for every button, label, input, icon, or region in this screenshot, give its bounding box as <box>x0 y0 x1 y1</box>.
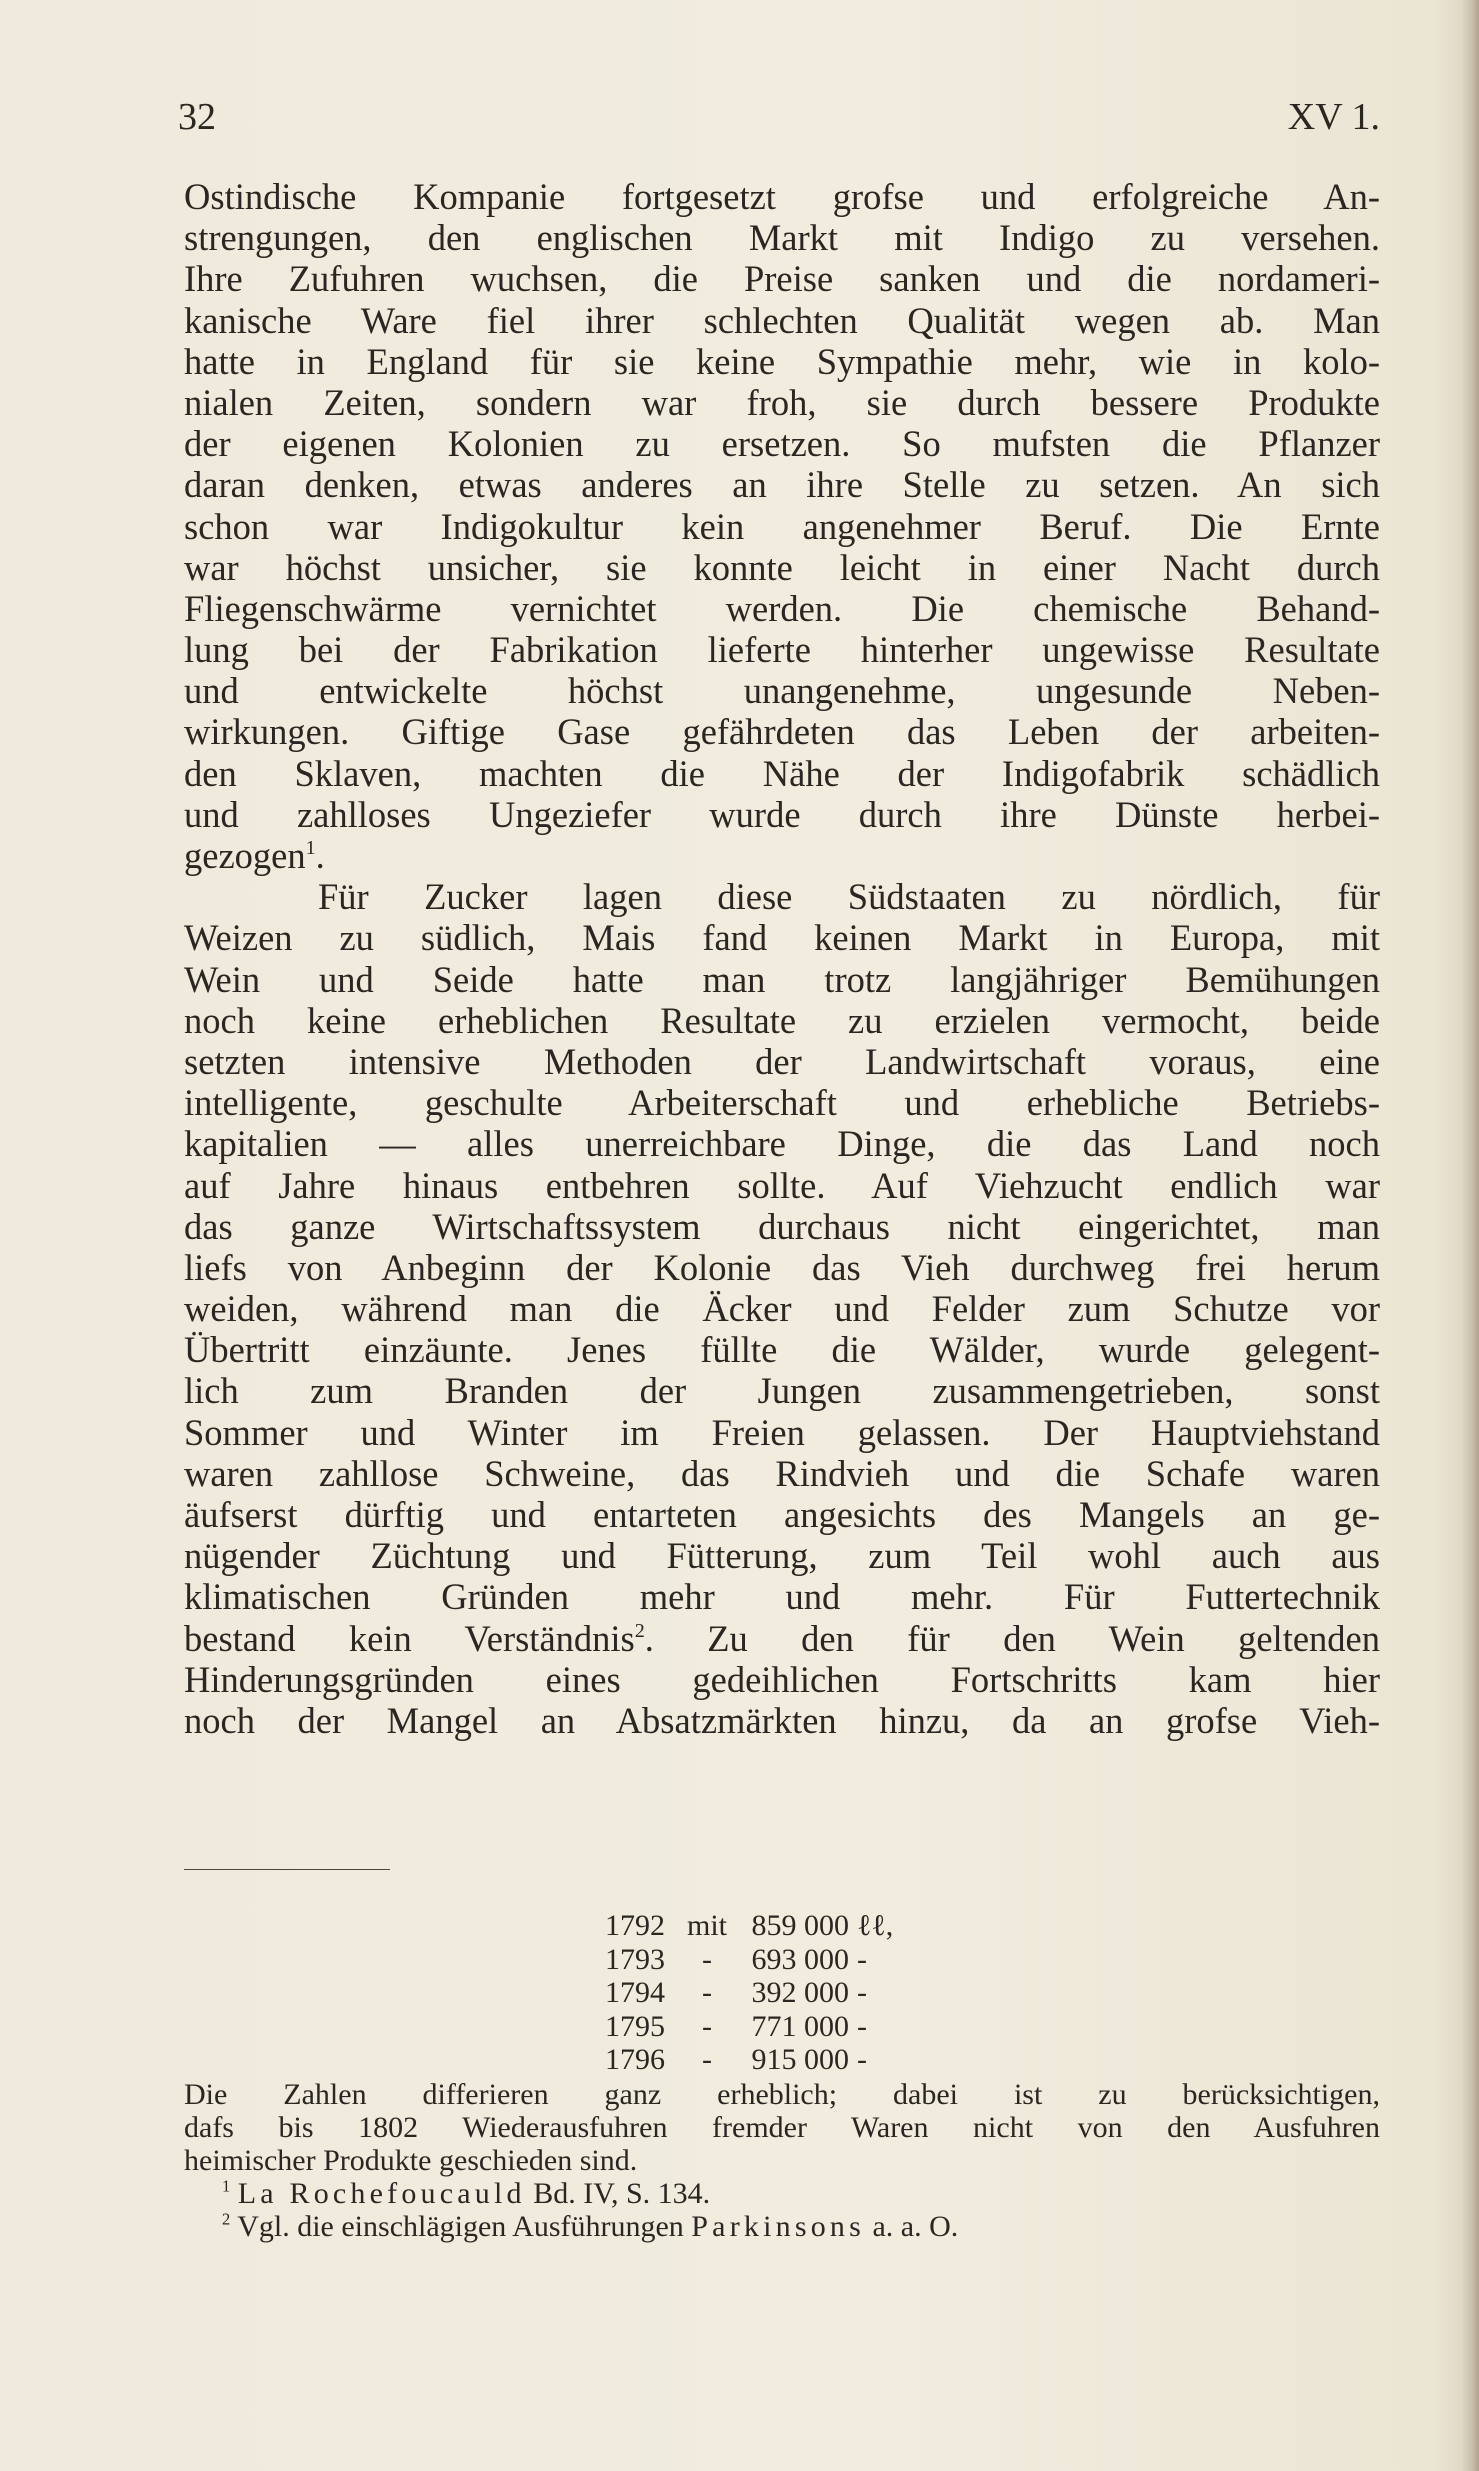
separator-cell: - <box>702 1942 712 1976</box>
page-edge-shadow <box>1461 0 1479 2471</box>
text-line: Sommer und Winter im Freien gelassen. Der Hauptviehstand <box>184 1411 1380 1453</box>
footnote-text: Vgl. die einschlägigen Ausführungen <box>237 2210 684 2243</box>
year-cell: 1794 <box>605 1976 665 2009</box>
separator-cell: - <box>702 2009 712 2043</box>
value-cell: 771 000 <box>751 2009 849 2043</box>
footnote-mark: 1 <box>222 2176 231 2196</box>
footnote-text: Bd. IV, S. 134. <box>533 2177 711 2210</box>
table-row <box>605 1976 897 2010</box>
text-line: Übertritt einzäunte. Jenes füllte die Wälder, wurde gelegent- <box>184 1329 1380 1371</box>
text-line: noch keine erheblichen Resultate zu erzielen vermocht, beide <box>184 999 1380 1041</box>
table-row <box>605 2010 897 2044</box>
text-fragment: bestand kein Verständnis <box>184 1617 635 1659</box>
text-line <box>184 835 1380 876</box>
text-line: waren zahllose Schweine, das Rindvieh und die Schafe waren <box>184 1452 1380 1494</box>
text-line: und entwickelte höchst unangenehme, ungesunde Neben- <box>184 670 1380 712</box>
section-mark: XV 1. <box>1287 96 1380 138</box>
footnote-author: La Rochefoucauld <box>237 2177 526 2210</box>
unit-cell: - <box>857 1976 867 2009</box>
page-number: 32 <box>178 96 216 138</box>
text-fragment: . <box>644 1617 708 1659</box>
text-line: nügender Züchtung und Fütterung, zum Teil wohl auch aus <box>184 1535 1380 1577</box>
year-cell: 1796 <box>605 2043 665 2076</box>
text-line: und zahlloses Ungeziefer wurde durch ihre Dünste herbei- <box>184 793 1380 835</box>
year-cell: 1793 <box>605 1942 665 1976</box>
year-cell: 1795 <box>605 2009 665 2043</box>
text-line: Hinderungsgründen eines gedeihlichen Fortschritts kam hier <box>184 1658 1380 1700</box>
running-header <box>178 95 1380 141</box>
table-row <box>605 2043 897 2077</box>
footnote-text: a. a. O. <box>872 2210 959 2243</box>
table-row <box>605 1943 897 1977</box>
value-cell: 915 000 <box>751 2043 849 2076</box>
footnote-separator <box>184 1869 390 1870</box>
text-line: lich zum Branden der Jungen zusammengetrieben, sonst <box>184 1370 1380 1412</box>
text-line: äufserst dürftig und entarteten angesichts des Mangels an ge- <box>184 1494 1380 1535</box>
text-fragment: Zu den für den Wein geltenden <box>707 1617 1380 1659</box>
text-line: der eigenen Kolonien zu ersetzen. So mufsten die Pflanzer <box>184 423 1380 465</box>
text-line: intelligente, geschulte Arbeiterschaft und erhebliche Betriebs- <box>184 1082 1380 1124</box>
text-line: hatte in England für sie keine Sympathie mehr, wie in kolo- <box>184 340 1380 382</box>
text-line: lung bei der Fabrikation lieferte hinterher ungewisse Resultate <box>184 629 1380 671</box>
text-fragment: gezogen <box>184 835 306 876</box>
text-line: strengungen, den englischen Markt mit Indigo zu versehen. <box>184 217 1380 259</box>
text-line: Ostindische Kompanie fortgesetzt grofse und erfolgreiche An- <box>184 176 1380 217</box>
separator-cell: - <box>702 1976 712 2009</box>
text-line: klimatischen Gründen mehr und mehr. Für Futtertechnik <box>184 1576 1380 1618</box>
text-line: Fliegenschwärme vernichtet werden. Die chemische Behand- <box>184 587 1380 629</box>
text-line: Wein und Seide hatte man trotz langjähriger Bemühungen <box>184 958 1380 1000</box>
footnote-2 <box>184 2210 1380 2243</box>
text-line: auf Jahre hinaus entbehren sollte. Auf Viehzucht endlich war <box>184 1164 1380 1206</box>
unit-cell: - <box>857 1942 867 1976</box>
text-line: war höchst unsicher, sie konnte leicht in einer Nacht durch <box>184 546 1380 588</box>
footnote-ref-1: 1 <box>305 836 316 859</box>
text-line: Weizen zu südlich, Mais fand keinen Markt in Europa, mit <box>184 917 1380 959</box>
footnote-author: Parkinsons <box>691 2210 865 2243</box>
unit-cell: - <box>857 2009 867 2043</box>
text-line: den Sklaven, machten die Nähe der Indigofabrik schädlich <box>184 752 1380 794</box>
text-fragment: . <box>315 835 325 876</box>
text-line: nialen Zeiten, sondern war froh, sie durch bessere Produkte <box>184 381 1380 423</box>
footnote-line: Die Zahlen differieren ganz erheblich; dabei ist zu berücksichtigen, <box>184 2078 1380 2111</box>
text-line: noch der Mangel an Absatzmärkten hinzu, da an grofse Vieh- <box>184 1699 1380 1741</box>
text-line: das ganze Wirtschaftssystem durchaus nicht eingerichtet, man <box>184 1205 1380 1247</box>
footnote-line: heimischer Produkte geschieden sind. <box>184 2144 638 2177</box>
text-line: setzten intensive Methoden der Landwirtschaft voraus, eine <box>184 1040 1380 1082</box>
year-cell: 1792 <box>605 1909 665 1942</box>
separator-cell: mit <box>686 1909 727 1942</box>
text-line: schon war Indigokultur kein angenehmer Beruf. Die Ernte <box>184 505 1380 547</box>
unit-cell: - <box>857 2043 867 2076</box>
text-line: kanische Ware fiel ihrer schlechten Qualität wegen ab. Man <box>184 299 1380 341</box>
value-cell: 693 000 <box>751 1942 849 1976</box>
text-line: wirkungen. Giftige Gase gefährdeten das Leben der arbeiten- <box>184 711 1380 753</box>
export-table <box>605 1909 897 2077</box>
text-line: Ihre Zufuhren wuchsen, die Preise sanken und die nordameri- <box>184 258 1380 300</box>
separator-cell: - <box>702 2043 712 2076</box>
footnotes <box>184 2078 1380 2243</box>
table-row <box>605 1909 897 1943</box>
text-line <box>184 1618 1380 1659</box>
value-cell: 392 000 <box>751 1976 849 2009</box>
unit-cell: ℓℓ, <box>857 1909 894 1942</box>
footnote-line: dafs bis 1802 Wiederausfuhren fremder Waren nicht von den Ausfuhren <box>184 2111 1380 2144</box>
main-text <box>184 176 1380 1741</box>
text-line: liefs von Anbeginn der Kolonie das Vieh durchweg frei herum <box>184 1246 1380 1288</box>
text-line: Für Zucker lagen diese Südstaaten zu nördlich, für <box>318 876 1380 918</box>
footnote-mark: 2 <box>222 2209 231 2229</box>
footnote-ref-2: 2 <box>634 1619 645 1642</box>
footnote-1 <box>184 2177 1380 2210</box>
text-line: daran denken, etwas anderes an ihre Stelle zu setzen. An sich <box>184 464 1380 506</box>
text-line: kapitalien — alles unerreichbare Dinge, die das Land noch <box>184 1123 1380 1165</box>
text-line: weiden, während man die Äcker und Felder zum Schutze vor <box>184 1288 1380 1330</box>
value-cell: 859 000 <box>751 1909 849 1942</box>
